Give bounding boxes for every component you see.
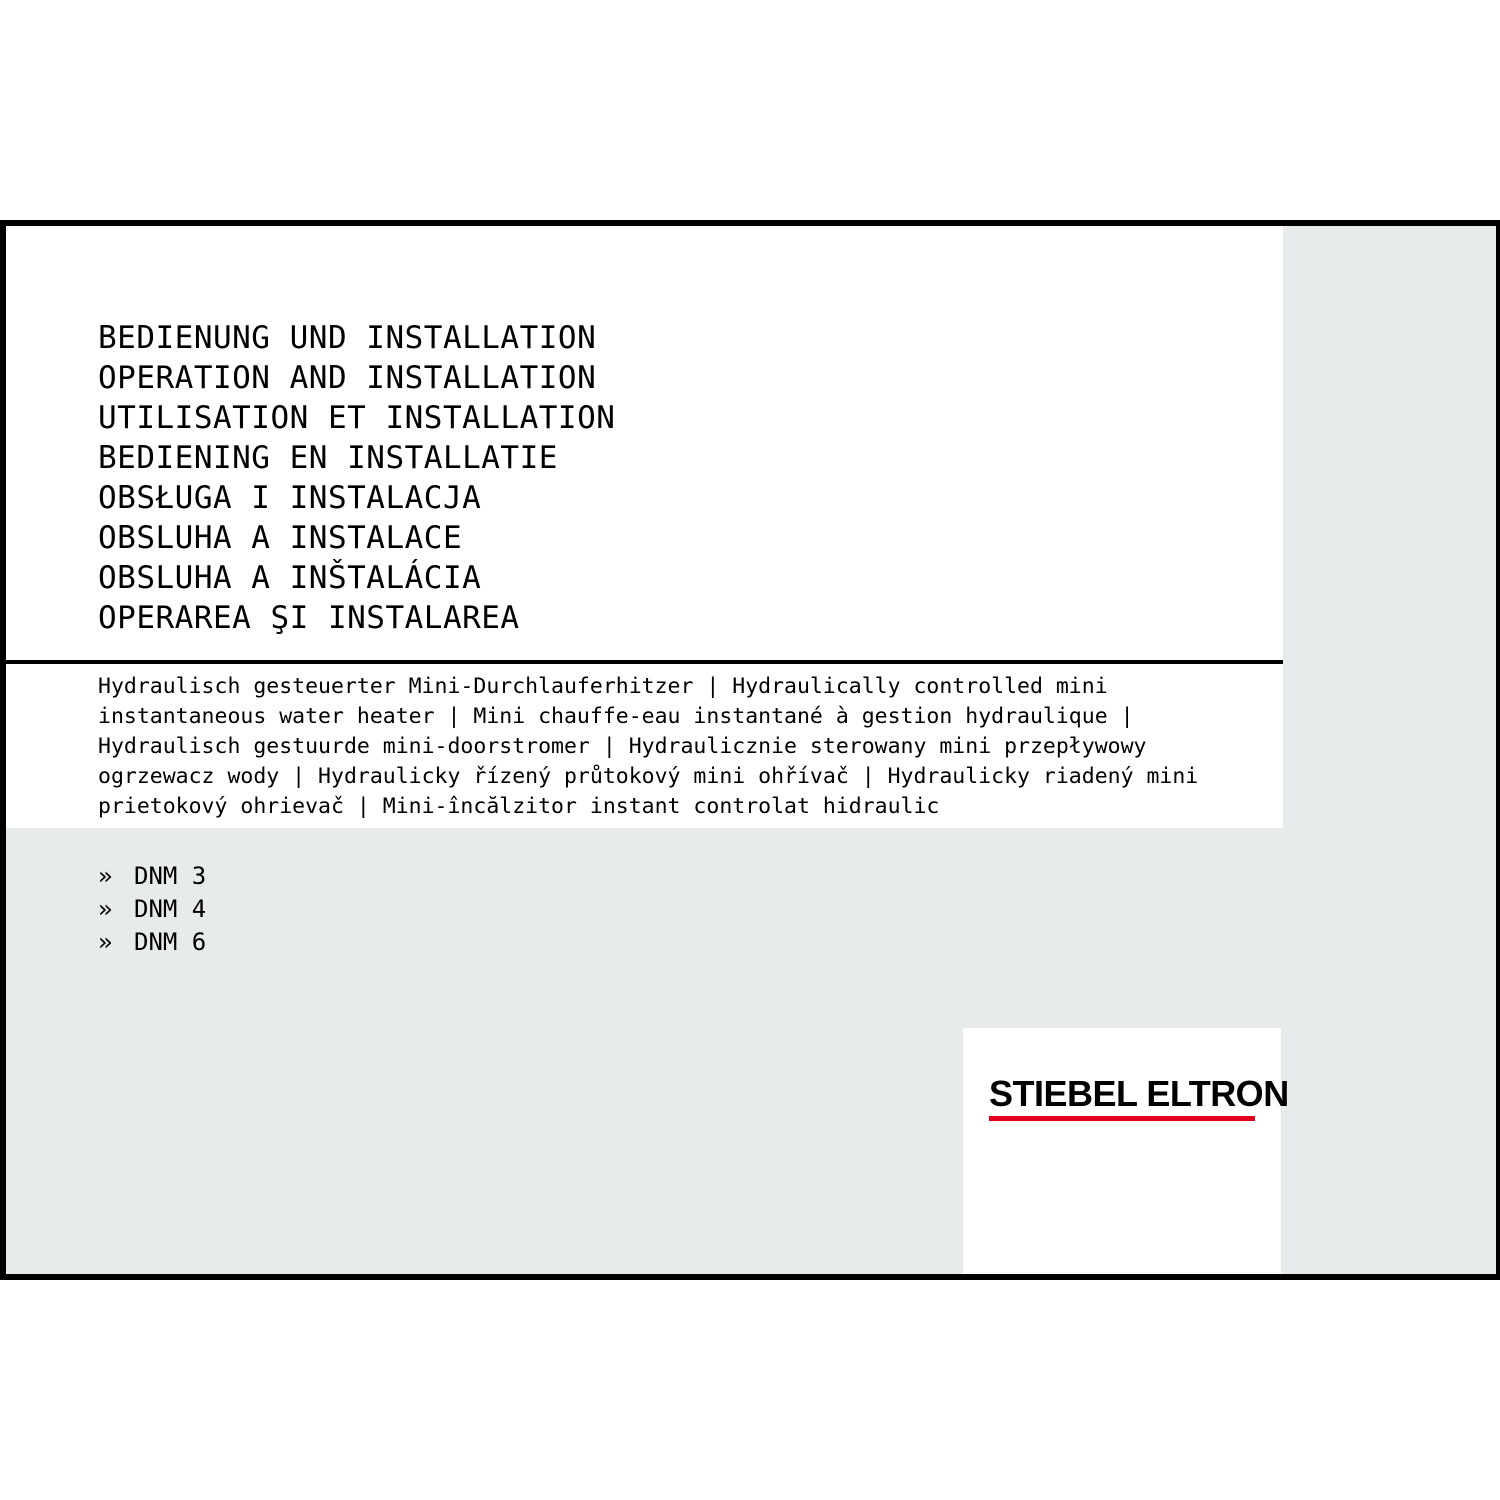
description-line: Hydraulisch gesteuerter Mini-Durchlauferhitzer | Hydraulically controlled mini — [98, 674, 1108, 699]
bullet-icon: » — [98, 862, 113, 890]
title-pl: OBSŁUGA I INSTALACJA — [98, 480, 482, 516]
title-en: OPERATION AND INSTALLATION — [98, 360, 597, 396]
model-list — [98, 860, 206, 959]
description-line: instantaneous water heater | Mini chauffe-eau instantané à gestion hydraulique | — [98, 704, 1134, 729]
title-ro: OPERAREA ŞI INSTALAREA — [98, 600, 520, 636]
model-label: DNM 4 — [134, 895, 207, 923]
title-de: BEDIENUNG UND INSTALLATION — [98, 320, 597, 356]
description-line: Hydraulisch gestuurde mini-doorstromer | Hydraulicznie sterowany mini przepływowy — [98, 734, 1147, 759]
cover-frame — [0, 220, 1500, 1280]
description-line: ogrzewacz wody | Hydraulicky řízený průtokový mini ohřívač | Hydraulicky riadený mini — [98, 764, 1199, 789]
divider-rule — [6, 660, 1283, 664]
title-nl: BEDIENING EN INSTALLATIE — [98, 440, 558, 476]
title-block — [98, 318, 615, 638]
model-label: DNM 3 — [134, 862, 207, 890]
title-fr: UTILISATION ET INSTALLATION — [98, 400, 616, 436]
model-item-dnm3 — [98, 860, 206, 893]
bullet-icon: » — [98, 895, 113, 923]
header-panel — [6, 226, 1283, 828]
brand-name: STIEBEL ELTRON — [989, 1073, 1289, 1114]
model-item-dnm6 — [98, 926, 206, 959]
model-item-dnm4 — [98, 893, 206, 926]
brand-underline — [989, 1116, 1255, 1121]
title-sk: OBSLUHA A INŠTALÁCIA — [98, 560, 482, 596]
logo-box — [963, 1028, 1289, 1278]
brand-logo — [989, 1074, 1289, 1121]
product-description — [98, 672, 1258, 822]
model-label: DNM 6 — [134, 928, 207, 956]
bullet-icon: » — [98, 928, 113, 956]
description-line: prietokový ohrievač | Mini-încălzitor instant controlat hidraulic — [98, 794, 940, 819]
title-cs: OBSLUHA A INSTALACE — [98, 520, 463, 556]
